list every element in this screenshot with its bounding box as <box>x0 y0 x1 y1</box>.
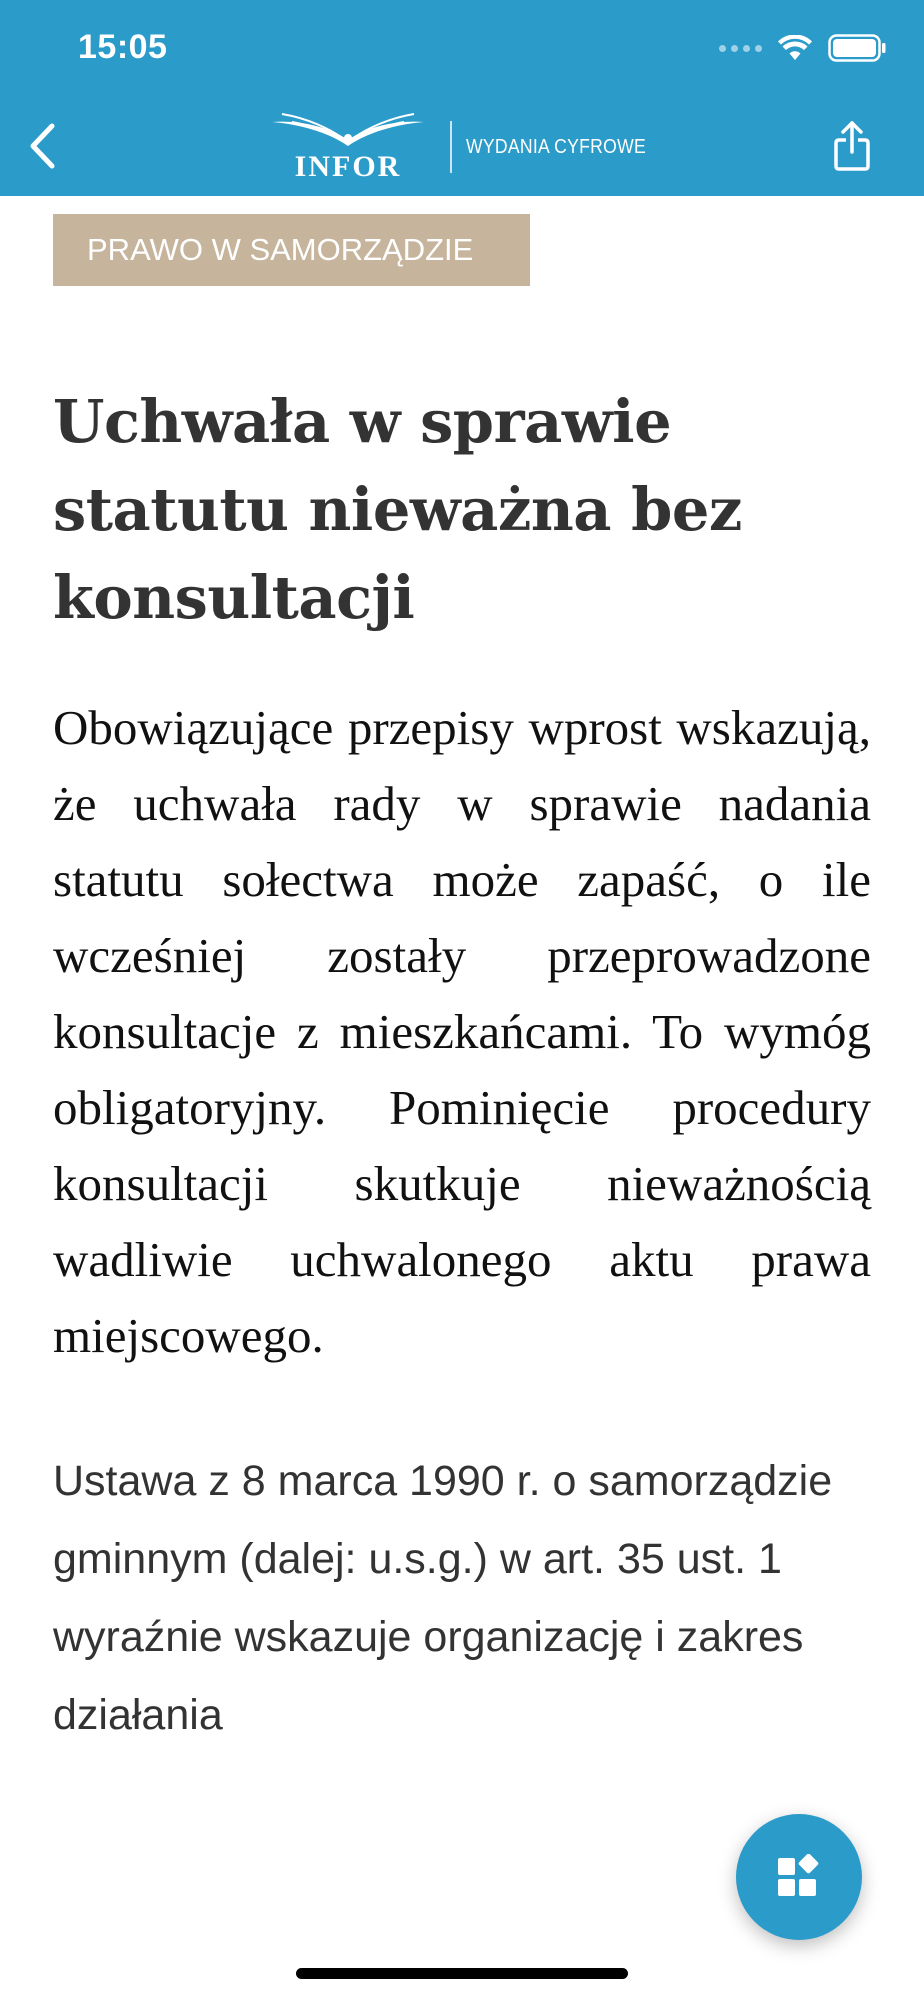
wifi-icon <box>778 35 812 61</box>
status-time: 15:05 <box>78 28 168 66</box>
article-content <box>53 214 871 1754</box>
logo-subtitle: WYDANIA CYFROWE <box>466 135 646 158</box>
home-indicator[interactable] <box>296 1968 628 1979</box>
logo-divider <box>450 121 452 173</box>
widgets-icon <box>776 1854 822 1900</box>
article-title: Uchwała w sprawie statutu nieważna bez konsultacji <box>53 387 742 632</box>
battery-icon <box>828 34 886 62</box>
logo-mark <box>268 112 428 182</box>
category-badge[interactable]: PRAWO W SAMORZĄDZIE <box>53 214 530 286</box>
share-button[interactable] <box>830 118 874 174</box>
infor-logo <box>268 112 671 182</box>
cellular-signal-icon <box>719 45 762 52</box>
back-button[interactable] <box>22 118 62 174</box>
wings-logo-icon <box>268 112 428 152</box>
logo-text: INFOR <box>294 150 402 183</box>
widgets-button[interactable] <box>736 1814 862 1940</box>
app-header <box>0 0 924 196</box>
article-body: Ustawa z 8 marca 1990 r. o samorządzie gminnym (dalej: u.s.g.) w art. 35 ust. 1 wyraźnie wskazuje organizację i zakres działania <box>53 1457 833 1739</box>
article-lead: Obowiązujące przepisy wprost wskazują, że uchwała rady w sprawie nadania statutu sołectwa może zapaść, o ile wcześniej zostały przeprowadzone konsultacje z mieszkańcami. To wymóg obligatoryjny. Pominięcie procedury konsultacji skutkuje nieważnością wadliwie uchwalonego aktu prawa miejscowego. <box>53 700 871 1363</box>
share-icon <box>833 120 871 172</box>
chevron-left-icon <box>28 123 56 169</box>
status-icons <box>719 34 886 62</box>
